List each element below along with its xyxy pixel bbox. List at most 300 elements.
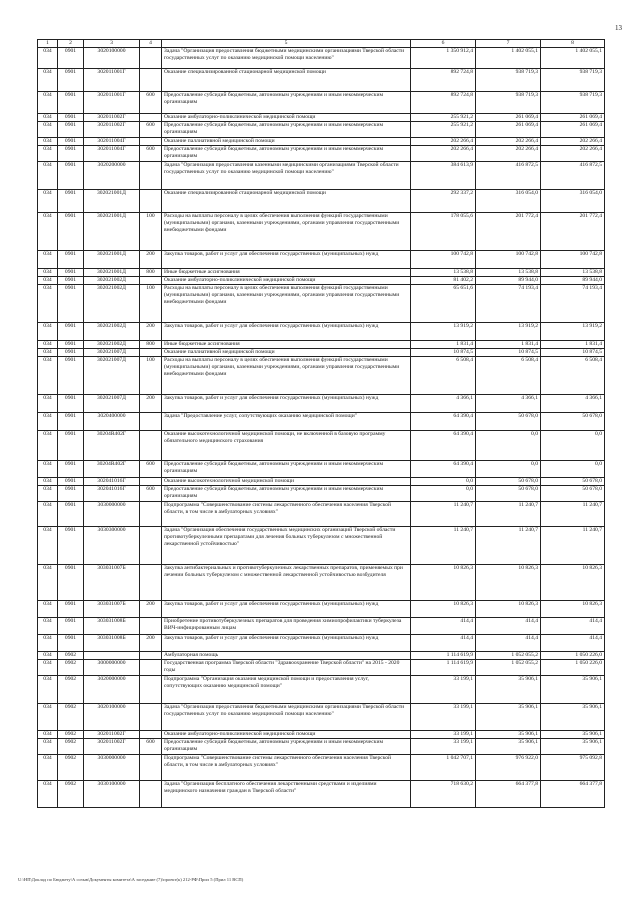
item-description: Предоставление субсидий бюджетным, автономным учреждениям и иным некоммерческим организациям bbox=[162, 739, 411, 755]
target-article-code: 302011002Г bbox=[84, 114, 140, 122]
amount-year-3: 10 826,3 bbox=[541, 601, 605, 618]
amount-year-3: 10 874,5 bbox=[541, 349, 605, 357]
amount-year-2: 13 919,2 bbox=[476, 323, 541, 341]
target-article-code: 302021001Д bbox=[84, 190, 140, 213]
item-description: Государственная программа Тверской области "Здравоохранение Тверской области" на 2015 - 2020 годы bbox=[162, 660, 411, 676]
amount-year-1: 414,4 bbox=[411, 635, 476, 652]
amount-year-3: 202 266,4 bbox=[541, 146, 605, 162]
expense-type-code bbox=[140, 502, 162, 527]
expense-type-code bbox=[140, 114, 162, 122]
ministry-code: 034 bbox=[38, 162, 58, 190]
column-header: 6 bbox=[411, 40, 476, 48]
ministry-code: 034 bbox=[38, 502, 58, 527]
expense-type-code bbox=[140, 48, 162, 69]
section-code: 0901 bbox=[58, 395, 84, 413]
amount-year-3: 1 050 226,0 bbox=[541, 652, 605, 660]
amount-year-2: 0,0 bbox=[476, 461, 541, 478]
amount-year-3: 1 050 226,0 bbox=[541, 660, 605, 676]
target-article-code: 302021002Д bbox=[84, 341, 140, 349]
item-description: Задача "Организация предоставления бюджетными медицинскими организациями Тверской области государственных услуг по оказанию медицинской помощи населению" bbox=[162, 704, 411, 731]
item-description: Оказание высокотехнологичной медицинской помощи bbox=[162, 478, 411, 486]
target-article-code: 302011002Г bbox=[84, 731, 140, 739]
amount-year-1: 202 266,4 bbox=[411, 138, 476, 146]
amount-year-3: 4 366,1 bbox=[541, 395, 605, 413]
amount-year-3: 261 069,4 bbox=[541, 122, 605, 138]
amount-year-1: 178 055,6 bbox=[411, 213, 476, 251]
amount-year-2: 202 266,4 bbox=[476, 146, 541, 162]
amount-year-3: 11 240,7 bbox=[541, 527, 605, 565]
expense-type-code: 600 bbox=[140, 739, 162, 755]
column-header: 2 bbox=[58, 40, 84, 48]
target-article-code: 3000000000 bbox=[84, 660, 140, 676]
amount-year-1: 384 613,9 bbox=[411, 162, 476, 190]
table-row bbox=[38, 731, 605, 739]
table-row bbox=[38, 704, 605, 731]
item-description: Оказание высокотехнологичной медицинской помощи, не включенной в базовую программу обязательного медицинского страхования bbox=[162, 431, 411, 461]
amount-year-1: 892 724,8 bbox=[411, 92, 476, 114]
amount-year-2: 50 678,0 bbox=[476, 478, 541, 486]
amount-year-3: 414,4 bbox=[541, 618, 605, 635]
amount-year-2: 35 906,1 bbox=[476, 704, 541, 731]
target-article-code: 302021007Д bbox=[84, 349, 140, 357]
table-row bbox=[38, 739, 605, 755]
ministry-code: 034 bbox=[38, 486, 58, 502]
ministry-code: 034 bbox=[38, 277, 58, 285]
section-code: 0901 bbox=[58, 114, 84, 122]
ministry-code: 034 bbox=[38, 251, 58, 269]
amount-year-2: 10 826,3 bbox=[476, 565, 541, 601]
item-description: Оказание специализированной стационарной медицинской помощи bbox=[162, 190, 411, 213]
amount-year-2: 89 944,0 bbox=[476, 277, 541, 285]
item-description: Подпрограмма "Организация оказания медицинской помощи и предоставления услуг, сопутствующих оказанию медицинской помощи" bbox=[162, 676, 411, 704]
ministry-code: 034 bbox=[38, 69, 58, 92]
ministry-code: 034 bbox=[38, 601, 58, 618]
target-article-code: 3020000000 bbox=[84, 676, 140, 704]
section-code: 0901 bbox=[58, 213, 84, 251]
section-code: 0901 bbox=[58, 138, 84, 146]
section-code: 0902 bbox=[58, 704, 84, 731]
target-article-code: 3030000000 bbox=[84, 755, 140, 781]
section-code: 0901 bbox=[58, 323, 84, 341]
amount-year-1: 292 337,2 bbox=[411, 190, 476, 213]
table-row bbox=[38, 431, 605, 461]
amount-year-1: 1 114 619,9 bbox=[411, 652, 476, 660]
table-row bbox=[38, 478, 605, 486]
expense-type-code bbox=[140, 478, 162, 486]
amount-year-1: 10 874,5 bbox=[411, 349, 476, 357]
amount-year-2: 261 069,4 bbox=[476, 114, 541, 122]
ministry-code: 034 bbox=[38, 122, 58, 138]
item-description: Предоставление субсидий бюджетным, автономным учреждениям и иным некоммерческим организациям bbox=[162, 92, 411, 114]
section-code: 0901 bbox=[58, 486, 84, 502]
amount-year-2: 74 193,4 bbox=[476, 285, 541, 323]
column-header: 1 bbox=[38, 40, 58, 48]
amount-year-3: 938 719,3 bbox=[541, 92, 605, 114]
table-row bbox=[38, 357, 605, 395]
amount-year-2: 414,4 bbox=[476, 635, 541, 652]
item-description: Оказание паллиативной медицинской помощи bbox=[162, 349, 411, 357]
section-code: 0902 bbox=[58, 652, 84, 660]
table-row bbox=[38, 676, 605, 704]
target-article-code: 302021002Д bbox=[84, 285, 140, 323]
table-row bbox=[38, 146, 605, 162]
table-row bbox=[38, 565, 605, 601]
table-row bbox=[38, 527, 605, 565]
item-description: Закупка товаров, работ и услуг для обеспечения государственных (муниципальных) нужд bbox=[162, 323, 411, 341]
amount-year-2: 11 240,7 bbox=[476, 502, 541, 527]
amount-year-2: 11 240,7 bbox=[476, 527, 541, 565]
expense-type-code: 600 bbox=[140, 92, 162, 114]
amount-year-2: 50 678,0 bbox=[476, 413, 541, 431]
amount-year-1: 33 199,1 bbox=[411, 739, 476, 755]
section-code: 0901 bbox=[58, 251, 84, 269]
table-row bbox=[38, 486, 605, 502]
target-article-code: 303031007Б bbox=[84, 565, 140, 601]
column-number-row bbox=[38, 40, 605, 48]
section-code: 0901 bbox=[58, 461, 84, 478]
expense-type-code: 600 bbox=[140, 486, 162, 502]
amount-year-3: 938 719,3 bbox=[541, 69, 605, 92]
ministry-code: 034 bbox=[38, 676, 58, 704]
ministry-code: 034 bbox=[38, 357, 58, 395]
section-code: 0901 bbox=[58, 277, 84, 285]
amount-year-1: 255 921,2 bbox=[411, 114, 476, 122]
table-row bbox=[38, 781, 605, 808]
page-number: 13 bbox=[615, 24, 622, 32]
ministry-code: 034 bbox=[38, 660, 58, 676]
amount-year-1: 33 199,1 bbox=[411, 676, 476, 704]
item-description: Расходы на выплаты персоналу в целях обеспечения выполнения функций государственными (муниципальными) органами, казенными учреждениями, органами управления государственными внебюджетными фондами bbox=[162, 357, 411, 395]
ministry-code: 034 bbox=[38, 739, 58, 755]
amount-year-2: 50 678,0 bbox=[476, 486, 541, 502]
item-description: Иные бюджетные ассигнования bbox=[162, 269, 411, 277]
target-article-code: 302011002Г bbox=[84, 739, 140, 755]
amount-year-2: 938 719,3 bbox=[476, 92, 541, 114]
expense-type-code bbox=[140, 138, 162, 146]
target-article-code: 3030100000 bbox=[84, 781, 140, 808]
section-code: 0901 bbox=[58, 92, 84, 114]
amount-year-1: 64 390,4 bbox=[411, 461, 476, 478]
amount-year-1: 65 651,6 bbox=[411, 285, 476, 323]
target-article-code: 302021002Д bbox=[84, 277, 140, 285]
section-code: 0901 bbox=[58, 69, 84, 92]
table-row bbox=[38, 138, 605, 146]
section-code: 0902 bbox=[58, 781, 84, 808]
amount-year-1: 13 919,2 bbox=[411, 323, 476, 341]
section-code: 0901 bbox=[58, 341, 84, 349]
target-article-code bbox=[84, 652, 140, 660]
amount-year-1: 4 366,1 bbox=[411, 395, 476, 413]
ministry-code: 034 bbox=[38, 285, 58, 323]
ministry-code: 034 bbox=[38, 618, 58, 635]
amount-year-2: 316 054,0 bbox=[476, 190, 541, 213]
table-row bbox=[38, 277, 605, 285]
table-row bbox=[38, 635, 605, 652]
ministry-code: 034 bbox=[38, 213, 58, 251]
amount-year-2: 938 719,3 bbox=[476, 69, 541, 92]
section-code: 0901 bbox=[58, 285, 84, 323]
item-description: Расходы на выплаты персоналу в целях обеспечения выполнения функций государственными (муниципальными) органами, казенными учреждениями, органами управления государственными внебюджетными фондами bbox=[162, 213, 411, 251]
amount-year-1: 1 831,4 bbox=[411, 341, 476, 349]
amount-year-1: 64 390,4 bbox=[411, 413, 476, 431]
item-description: Иные бюджетные ассигнования bbox=[162, 341, 411, 349]
amount-year-1: 10 826,3 bbox=[411, 565, 476, 601]
table-row bbox=[38, 601, 605, 618]
section-code: 0901 bbox=[58, 431, 84, 461]
amount-year-1: 255 921,2 bbox=[411, 122, 476, 138]
expense-type-code bbox=[140, 781, 162, 808]
target-article-code: 3030000000 bbox=[84, 502, 140, 527]
amount-year-3: 1 402 055,1 bbox=[541, 48, 605, 69]
section-code: 0901 bbox=[58, 48, 84, 69]
amount-year-1: 6 508,4 bbox=[411, 357, 476, 395]
item-description: Расходы на выплаты персоналу в целях обеспечения выполнения функций государственными (муниципальными) органами, казенными учреждениями, органами управления государственными внебюджетными фондами bbox=[162, 285, 411, 323]
expense-type-code bbox=[140, 190, 162, 213]
item-description: Закупка товаров, работ и услуг для обеспечения государственных (муниципальных) нужд bbox=[162, 635, 411, 652]
expense-type-code: 100 bbox=[140, 213, 162, 251]
item-description: Задача "Организация обеспечения государственных медицинских организаций Тверской области противотуберкулезными препаратами для лечения больных туберкулезом с множественной лекарственной устойчивостью" bbox=[162, 527, 411, 565]
target-article-code: 302011004Г bbox=[84, 138, 140, 146]
item-description: Закупка антибактериальных и противотуберкулезных лекарственных препаратов, применяемых при лечении больных туберкулезом с множественной лекарственной устойчивостью возбудителя bbox=[162, 565, 411, 601]
expense-type-code bbox=[140, 431, 162, 461]
amount-year-3: 0,0 bbox=[541, 431, 605, 461]
ministry-code: 034 bbox=[38, 731, 58, 739]
amount-year-2: 4 366,1 bbox=[476, 395, 541, 413]
item-description: Задача "Организация предоставления бюджетными медицинскими организациями Тверской области государственных услуг по оказанию медицинской помощи населению" bbox=[162, 48, 411, 69]
amount-year-3: 10 826,3 bbox=[541, 565, 605, 601]
target-article-code: 302021007Д bbox=[84, 395, 140, 413]
section-code: 0901 bbox=[58, 565, 84, 601]
amount-year-2: 35 906,1 bbox=[476, 676, 541, 704]
amount-year-3: 13 538,8 bbox=[541, 269, 605, 277]
table-row bbox=[38, 341, 605, 349]
amount-year-2: 201 772,4 bbox=[476, 213, 541, 251]
expense-type-code bbox=[140, 565, 162, 601]
expense-type-code bbox=[140, 676, 162, 704]
item-description: Оказание амбулаторно-поликлинической медицинской помощи bbox=[162, 277, 411, 285]
expense-type-code bbox=[140, 349, 162, 357]
expense-type-code: 200 bbox=[140, 635, 162, 652]
amount-year-3: 13 919,2 bbox=[541, 323, 605, 341]
table-row bbox=[38, 114, 605, 122]
ministry-code: 034 bbox=[38, 527, 58, 565]
target-article-code: 302021007Д bbox=[84, 357, 140, 395]
section-code: 0901 bbox=[58, 618, 84, 635]
amount-year-1: 33 199,1 bbox=[411, 731, 476, 739]
item-description: Предоставление субсидий бюджетным, автономным учреждениям и иным некоммерческим организациям bbox=[162, 486, 411, 502]
table-row bbox=[38, 213, 605, 251]
amount-year-2: 1 402 055,1 bbox=[476, 48, 541, 69]
amount-year-2: 100 742,8 bbox=[476, 251, 541, 269]
section-code: 0901 bbox=[58, 601, 84, 618]
table-row bbox=[38, 395, 605, 413]
amount-year-3: 0,0 bbox=[541, 461, 605, 478]
expense-type-code bbox=[140, 162, 162, 190]
target-article-code: 302041016Г bbox=[84, 478, 140, 486]
table-row bbox=[38, 48, 605, 69]
amount-year-2: 416 872,5 bbox=[476, 162, 541, 190]
column-header: 3 bbox=[84, 40, 140, 48]
expense-type-code bbox=[140, 527, 162, 565]
ministry-code: 034 bbox=[38, 114, 58, 122]
amount-year-3: 416 872,5 bbox=[541, 162, 605, 190]
expense-type-code: 600 bbox=[140, 461, 162, 478]
amount-year-2: 35 906,1 bbox=[476, 739, 541, 755]
ministry-code: 034 bbox=[38, 478, 58, 486]
ministry-code: 034 bbox=[38, 48, 58, 69]
ministry-code: 034 bbox=[38, 395, 58, 413]
expense-type-code bbox=[140, 277, 162, 285]
amount-year-1: 81 402,2 bbox=[411, 277, 476, 285]
target-article-code: 302021001Д bbox=[84, 213, 140, 251]
section-code: 0901 bbox=[58, 413, 84, 431]
amount-year-3: 261 069,4 bbox=[541, 114, 605, 122]
amount-year-1: 0,0 bbox=[411, 478, 476, 486]
table-row bbox=[38, 461, 605, 478]
column-header: 7 bbox=[476, 40, 541, 48]
target-article-code: 302021001Д bbox=[84, 251, 140, 269]
budget-table bbox=[37, 39, 605, 808]
item-description: Оказание специализированной стационарной медицинской помощи bbox=[162, 69, 411, 92]
table-row bbox=[38, 618, 605, 635]
amount-year-2: 1 052 055,2 bbox=[476, 652, 541, 660]
section-code: 0901 bbox=[58, 349, 84, 357]
section-code: 0901 bbox=[58, 357, 84, 395]
section-code: 0902 bbox=[58, 676, 84, 704]
amount-year-3: 414,4 bbox=[541, 635, 605, 652]
amount-year-2: 13 538,8 bbox=[476, 269, 541, 277]
target-article-code: 303031007Б bbox=[84, 601, 140, 618]
ministry-code: 034 bbox=[38, 461, 58, 478]
expense-type-code bbox=[140, 660, 162, 676]
target-article-code: 3020100000 bbox=[84, 704, 140, 731]
amount-year-3: 50 678,0 bbox=[541, 486, 605, 502]
table-row bbox=[38, 349, 605, 357]
section-code: 0902 bbox=[58, 739, 84, 755]
ministry-code: 034 bbox=[38, 652, 58, 660]
section-code: 0901 bbox=[58, 635, 84, 652]
ministry-code: 034 bbox=[38, 146, 58, 162]
amount-year-1: 64 390,4 bbox=[411, 431, 476, 461]
target-article-code: 302021002Д bbox=[84, 323, 140, 341]
table-row bbox=[38, 251, 605, 269]
ministry-code: 034 bbox=[38, 704, 58, 731]
expense-type-code bbox=[140, 755, 162, 781]
amount-year-3: 100 742,8 bbox=[541, 251, 605, 269]
table-row bbox=[38, 323, 605, 341]
amount-year-3: 50 678,0 bbox=[541, 478, 605, 486]
target-article-code: 302041016Г bbox=[84, 486, 140, 502]
item-description: Задача "Предоставление услуг, сопутствующих оказанию медицинской помощи" bbox=[162, 413, 411, 431]
section-code: 0901 bbox=[58, 122, 84, 138]
expense-type-code: 800 bbox=[140, 341, 162, 349]
target-article-code: 303031008Б bbox=[84, 635, 140, 652]
column-header: 8 bbox=[541, 40, 605, 48]
ministry-code: 034 bbox=[38, 565, 58, 601]
item-description: Закупка товаров, работ и услуг для обеспечения государственных (муниципальных) нужд bbox=[162, 251, 411, 269]
table-row bbox=[38, 122, 605, 138]
amount-year-3: 35 906,1 bbox=[541, 739, 605, 755]
amount-year-3: 89 944,0 bbox=[541, 277, 605, 285]
column-header: 5 bbox=[162, 40, 411, 48]
item-description: Подпрограмма "Совершенствование системы лекарственного обеспечения населения Тверской области, в том числе в амбулаторных условиях" bbox=[162, 502, 411, 527]
amount-year-3: 975 092,8 bbox=[541, 755, 605, 781]
expense-type-code: 600 bbox=[140, 146, 162, 162]
table-row bbox=[38, 92, 605, 114]
item-description: Оказание амбулаторно-поликлинической медицинской помощи bbox=[162, 731, 411, 739]
amount-year-1: 1 350 912,4 bbox=[411, 48, 476, 69]
item-description: Закупка товаров, работ и услуг для обеспечения государственных (муниципальных) нужд bbox=[162, 601, 411, 618]
section-code: 0901 bbox=[58, 162, 84, 190]
expense-type-code bbox=[140, 618, 162, 635]
item-description: Задача "Организация предоставления казенными медицинскими организациями Тверской области государственных услуг по оказанию медицинской помощи населению" bbox=[162, 162, 411, 190]
ministry-code: 034 bbox=[38, 341, 58, 349]
target-article-code: 302011001Г bbox=[84, 69, 140, 92]
ministry-code: 034 bbox=[38, 413, 58, 431]
amount-year-1: 202 266,4 bbox=[411, 146, 476, 162]
item-description: Оказание амбулаторно-поликлинической медицинской помощи bbox=[162, 114, 411, 122]
section-code: 0902 bbox=[58, 755, 84, 781]
table-row bbox=[38, 652, 605, 660]
item-description: Предоставление субсидий бюджетным, автономным учреждениям и иным некоммерческим организациям bbox=[162, 146, 411, 162]
target-article-code: 302011002Г bbox=[84, 122, 140, 138]
amount-year-2: 261 069,4 bbox=[476, 122, 541, 138]
amount-year-3: 201 772,4 bbox=[541, 213, 605, 251]
amount-year-2: 6 508,4 bbox=[476, 357, 541, 395]
item-description: Амбулаторная помощь bbox=[162, 652, 411, 660]
target-article-code: 302021001Д bbox=[84, 269, 140, 277]
section-code: 0901 bbox=[58, 502, 84, 527]
target-article-code: 30204R402Г bbox=[84, 461, 140, 478]
table-body bbox=[38, 48, 605, 808]
expense-type-code bbox=[140, 731, 162, 739]
table-row bbox=[38, 502, 605, 527]
ministry-code: 034 bbox=[38, 781, 58, 808]
expense-type-code bbox=[140, 704, 162, 731]
expense-type-code: 800 bbox=[140, 269, 162, 277]
section-code: 0902 bbox=[58, 660, 84, 676]
table-row bbox=[38, 269, 605, 277]
amount-year-3: 1 831,4 bbox=[541, 341, 605, 349]
amount-year-2: 976 922,0 bbox=[476, 755, 541, 781]
amount-year-3: 50 678,0 bbox=[541, 413, 605, 431]
section-code: 0901 bbox=[58, 146, 84, 162]
amount-year-3: 202 266,4 bbox=[541, 138, 605, 146]
amount-year-2: 0,0 bbox=[476, 431, 541, 461]
expense-type-code: 600 bbox=[140, 122, 162, 138]
table-row bbox=[38, 69, 605, 92]
amount-year-2: 664 377,8 bbox=[476, 781, 541, 808]
ministry-code: 034 bbox=[38, 138, 58, 146]
item-description: Подпрограмма "Совершенствование системы лекарственного обеспечения населения Тверской области, в том числе в амбулаторных условиях" bbox=[162, 755, 411, 781]
ministry-code: 034 bbox=[38, 190, 58, 213]
amount-year-3: 74 193,4 bbox=[541, 285, 605, 323]
amount-year-3: 6 508,4 bbox=[541, 357, 605, 395]
ministry-code: 034 bbox=[38, 755, 58, 781]
expense-type-code: 200 bbox=[140, 323, 162, 341]
table-row bbox=[38, 285, 605, 323]
table-row bbox=[38, 660, 605, 676]
ministry-code: 034 bbox=[38, 635, 58, 652]
ministry-code: 034 bbox=[38, 349, 58, 357]
item-description: Оказание паллиативной медицинской помощи bbox=[162, 138, 411, 146]
item-description: Задача "Организация бесплатного обеспечения лекарственными средствами и изделиями медицинского назначения граждан в Тверской области" bbox=[162, 781, 411, 808]
amount-year-1: 10 826,3 bbox=[411, 601, 476, 618]
amount-year-3: 11 240,7 bbox=[541, 502, 605, 527]
ministry-code: 034 bbox=[38, 323, 58, 341]
amount-year-1: 13 538,8 bbox=[411, 269, 476, 277]
amount-year-1: 0,0 bbox=[411, 486, 476, 502]
